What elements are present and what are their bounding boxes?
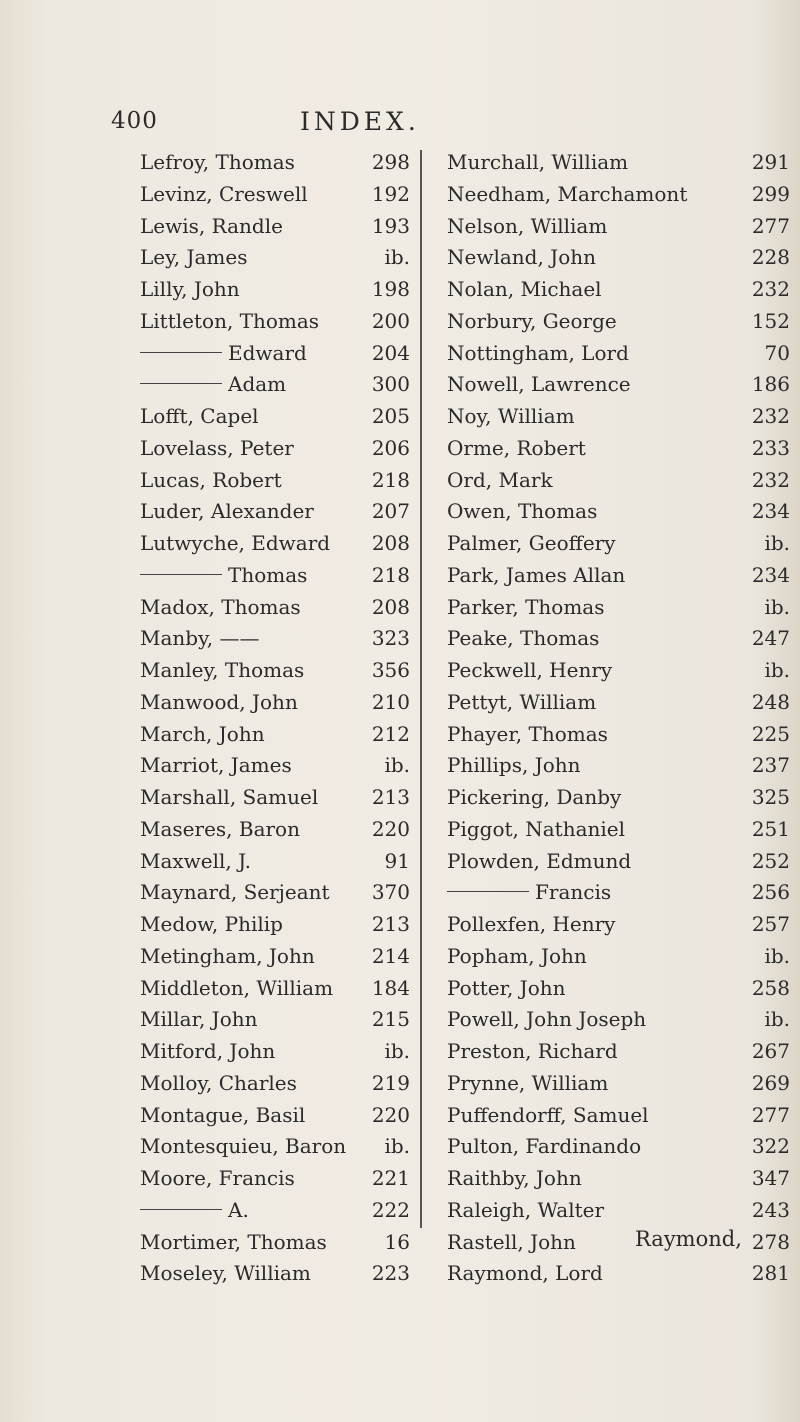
entry-page-ref: 208 [371, 531, 410, 555]
entry-name-text: Needham, Marchamont [447, 181, 688, 206]
entry-name-text: Popham, John [447, 943, 587, 968]
entry-name [447, 1036, 618, 1067]
entry-page-ref: 204 [371, 340, 410, 365]
index-entry [0, 1163, 800, 1195]
entry-name-text: Phayer, Thomas [447, 721, 608, 746]
index-entry [0, 1068, 800, 1100]
entry-name-text: Pickering, Danby [447, 785, 622, 809]
entry-page-ref: 243 [751, 1197, 790, 1222]
entry-page-ref: 213 [371, 785, 410, 809]
entry-page-ref: 277 [751, 1102, 790, 1127]
entry-name-text: Newland, John [447, 245, 596, 270]
entry-name-text: Thomas [228, 562, 308, 587]
entry-name-text: Lilly, John [140, 277, 240, 301]
entry-page-ref: 218 [371, 562, 410, 587]
entry-name [447, 1227, 576, 1258]
entry-page-ref: ib. [764, 594, 790, 619]
page-number: 400 [111, 108, 158, 134]
entry-name [447, 1195, 604, 1226]
entry-name-text: Raithby, John [447, 1166, 582, 1190]
entry-name-text: Lofft, Capel [140, 404, 259, 428]
ditto-rule [447, 891, 529, 892]
entry-page-ref: 221 [371, 1166, 410, 1190]
entry-name-text: Madox, Thomas [140, 594, 301, 619]
entry-page-ref: 281 [751, 1261, 790, 1286]
entry-page-ref: 184 [371, 975, 410, 1000]
entry-page-ref: 222 [371, 1197, 410, 1222]
entry-name-text: Lucas, Robert [140, 467, 282, 492]
entry-page-ref: 228 [751, 245, 790, 270]
entry-name [447, 211, 607, 242]
index-entry [0, 1195, 800, 1227]
entry-page-ref: 234 [751, 499, 790, 524]
entry-name [447, 1163, 582, 1194]
entry-name-text: Ord, Mark [447, 467, 553, 492]
entry-name-text: Ley, James [140, 245, 248, 270]
index-entry [0, 1036, 800, 1068]
entry-name-text: Norbury, George [447, 308, 617, 333]
index-entry [0, 782, 800, 814]
index-entry [0, 369, 800, 401]
entry-name [447, 338, 629, 369]
index-entry [0, 814, 800, 846]
index-entry [0, 496, 800, 528]
index-entry [0, 338, 800, 370]
entry-page-ref: 347 [751, 1166, 790, 1190]
entry-page-ref: 70 [764, 340, 790, 365]
entry-name [447, 846, 631, 877]
entry-name-text: Lovelass, Peter [140, 435, 294, 460]
entry-name-text: Pollexfen, Henry [447, 912, 616, 936]
entry-name-text: March, John [140, 721, 265, 746]
entry-name-text: Nottingham, Lord [447, 340, 629, 365]
index-entry [0, 560, 800, 592]
entry-name [447, 179, 687, 210]
entry-name-text: Puffendorff, Samuel [447, 1102, 649, 1127]
entry-name-text: Mitford, John [140, 1039, 276, 1063]
entry-name-text: Murchall, William [447, 150, 629, 174]
entry-page-ref: 277 [751, 213, 790, 238]
entry-name [447, 528, 616, 559]
entry-name-text: Levinz, Creswell [140, 181, 308, 206]
index-entry [0, 846, 800, 878]
index-entry [0, 242, 800, 274]
entry-page-ref: 325 [751, 785, 790, 809]
index-entry [0, 211, 800, 243]
entry-name-text: Manby, —— [140, 626, 260, 651]
entry-page-ref: 252 [751, 848, 790, 873]
entry-page-ref: ib. [764, 531, 790, 555]
entry-page-ref: 356 [371, 658, 410, 682]
entry-name-text: Noy, William [447, 404, 575, 428]
entry-page-ref: 225 [751, 721, 790, 746]
index-entry [0, 401, 800, 433]
index-entry [0, 877, 800, 909]
entry-name-text: Powell, John Joseph [447, 1007, 647, 1032]
entry-name-text: Plowden, Edmund [447, 848, 632, 873]
entry-page-ref: 198 [371, 277, 410, 301]
entry-name-text: Orme, Robert [447, 435, 586, 460]
index-entry [0, 465, 800, 497]
entry-page-ref: 323 [371, 626, 410, 651]
entry-page-ref: 267 [751, 1039, 790, 1063]
entry-name [447, 274, 602, 305]
index-entry [0, 623, 800, 655]
entry-name-text: Nolan, Michael [447, 277, 602, 301]
entry-page-ref: ib. [764, 943, 790, 968]
entry-page-ref: 220 [371, 1102, 410, 1127]
entry-name [447, 496, 597, 527]
entry-page-ref: 193 [371, 213, 410, 238]
entry-page-ref: ib. [384, 753, 410, 778]
index-entry [0, 147, 800, 179]
entry-name [447, 750, 581, 781]
entry-page-ref: 256 [751, 880, 790, 905]
entry-name-text: Potter, John [447, 975, 566, 1000]
entry-name-text: Middleton, William [140, 975, 334, 1000]
entry-name-text: Medow, Philip [140, 912, 283, 936]
index-entry [0, 528, 800, 560]
entry-name-text: Marriot, James [140, 753, 292, 778]
entry-name [447, 623, 599, 654]
entry-page-ref: 210 [371, 689, 410, 714]
entry-name-text: Lefroy, Thomas [140, 150, 295, 174]
entry-name [447, 782, 621, 813]
entry-page-ref: 206 [371, 435, 410, 460]
entry-name-text: Phillips, John [447, 753, 581, 778]
entry-page-ref: 186 [751, 372, 790, 397]
entry-name [447, 814, 625, 845]
entry-name-text: Nelson, William [447, 213, 608, 238]
entry-name-text: Edward [228, 340, 307, 365]
entry-page-ref: 298 [371, 150, 410, 174]
entry-name-text: Manwood, John [140, 689, 298, 714]
entry-page-ref: 234 [751, 562, 790, 587]
entry-page-ref: 220 [371, 816, 410, 841]
entry-page-ref: 208 [371, 594, 410, 619]
entry-page-ref: 278 [751, 1229, 790, 1254]
entry-name [447, 909, 615, 940]
entry-page-ref: ib. [384, 1134, 410, 1159]
entry-name-text: Piggot, Nathaniel [447, 816, 626, 841]
entry-name-text: Rastell, John [447, 1229, 576, 1254]
entry-page-ref: 218 [371, 467, 410, 492]
entry-name-text: Maseres, Baron [140, 816, 300, 841]
catchword: Raymond, [635, 1227, 742, 1251]
entry-name [447, 592, 605, 623]
entry-name [447, 242, 596, 273]
index-entry [0, 719, 800, 751]
entry-page-ref: 219 [371, 1070, 410, 1095]
entry-page-ref: 233 [751, 435, 790, 460]
entry-page-ref: 213 [371, 912, 410, 936]
index-entry [0, 592, 800, 624]
entry-name-text: Maxwell, J. [140, 848, 251, 873]
entry-page-ref: 232 [751, 467, 790, 492]
entry-name [447, 687, 596, 718]
entry-page-ref: 258 [751, 975, 790, 1000]
index-entry [0, 179, 800, 211]
entry-name-text: Moore, Francis [140, 1166, 295, 1190]
entry-page-ref: 207 [371, 499, 410, 524]
entry-name [447, 1131, 641, 1162]
entry-name [447, 465, 553, 496]
entry-page-ref: ib. [764, 658, 790, 682]
entry-name-text: Pettyt, William [447, 689, 597, 714]
entry-page-ref: 212 [371, 721, 410, 746]
entry-name [447, 719, 608, 750]
index-entry [0, 1258, 800, 1290]
index-entry [0, 1131, 800, 1163]
entry-page-ref: 370 [371, 880, 410, 905]
entry-name-text: Luder, Alexander [140, 499, 314, 524]
entry-name-text: Millar, John [140, 1007, 258, 1032]
index-entry [0, 973, 800, 1005]
entry-name-text: Maynard, Serjeant [140, 880, 330, 905]
entry-name-text: Francis [535, 880, 612, 905]
entry-name [447, 655, 612, 686]
entry-name-text: Littleton, Thomas [140, 308, 320, 333]
entry-name-text: Lewis, Randle [140, 213, 283, 238]
entry-page-ref: 257 [751, 912, 790, 936]
running-head: INDEX. [300, 107, 420, 136]
index-entry [0, 1100, 800, 1132]
entry-page-ref: 16 [384, 1229, 410, 1254]
entry-name-text: Lutwyche, Edward [140, 531, 331, 555]
entry-name-text: Montague, Basil [140, 1102, 306, 1127]
entry-page-ref: 214 [371, 943, 410, 968]
entry-name [447, 401, 575, 432]
entry-page-ref: 300 [371, 372, 410, 397]
entry-name [447, 973, 566, 1004]
entry-page-ref: 322 [751, 1134, 790, 1159]
index-entry [0, 1004, 800, 1036]
entry-name-text: Adam [228, 372, 287, 397]
entry-name-text: Peckwell, Henry [447, 658, 613, 682]
index-entry [0, 655, 800, 687]
page-header [0, 108, 800, 148]
entry-page-ref: 192 [371, 181, 410, 206]
entry-name-text: Owen, Thomas [447, 499, 598, 524]
entry-name-text: Mortimer, Thomas [140, 1229, 327, 1254]
entry-page-ref: 200 [371, 308, 410, 333]
entry-name-text: Molloy, Charles [140, 1070, 297, 1095]
entry-page-ref: 215 [371, 1007, 410, 1032]
entry-page-ref: 91 [384, 848, 410, 873]
entry-name [447, 147, 628, 178]
entry-page-ref: 152 [751, 308, 790, 333]
entry-page-ref: 232 [751, 277, 790, 301]
entry-name-text: Metingham, John [140, 943, 315, 968]
index-column-right [0, 147, 800, 1290]
entry-name-text: Park, James Allan [447, 562, 626, 587]
index-entry [0, 750, 800, 782]
entry-page-ref: 291 [751, 150, 790, 174]
entry-name-text: Marshall, Samuel [140, 785, 319, 809]
entry-name [447, 1068, 608, 1099]
entry-page-ref: ib. [384, 245, 410, 270]
index-entry [0, 274, 800, 306]
entry-name-text: Raymond, Lord [447, 1261, 603, 1286]
entry-name-text: Palmer, Geoffery [447, 531, 616, 555]
entry-page-ref: 269 [751, 1070, 790, 1095]
entry-page-ref: 248 [751, 689, 790, 714]
entry-name [447, 560, 625, 591]
entry-page-ref: 223 [371, 1261, 410, 1286]
entry-page-ref: 205 [371, 404, 410, 428]
index-entry [0, 687, 800, 719]
entry-name-text: A. [228, 1197, 249, 1222]
entry-name [447, 941, 587, 972]
entry-page-ref: 232 [751, 404, 790, 428]
index-entry [0, 306, 800, 338]
entry-page-ref: ib. [384, 1039, 410, 1063]
entry-name-text: Pulton, Fardinando [447, 1134, 642, 1159]
index-entry [0, 433, 800, 465]
entry-name-text: Prynne, William [447, 1070, 609, 1095]
entry-name-text: Peake, Thomas [447, 626, 600, 651]
entry-page-ref: 237 [751, 753, 790, 778]
entry-name-text: Nowell, Lawrence [447, 372, 631, 397]
entry-page-ref: 299 [751, 181, 790, 206]
entry-page-ref: 251 [751, 816, 790, 841]
entry-name-text: Parker, Thomas [447, 594, 605, 619]
entry-name-text: Moseley, William [140, 1261, 311, 1286]
entry-name [447, 1258, 603, 1289]
index-entry [0, 909, 800, 941]
index-entry [0, 941, 800, 973]
entry-name [447, 877, 611, 908]
entry-name [447, 1100, 649, 1131]
entry-name-text: Montesquieu, Baron [140, 1134, 347, 1159]
entry-page-ref: ib. [764, 1007, 790, 1032]
entry-name-text: Preston, Richard [447, 1039, 618, 1063]
entry-name [447, 369, 631, 400]
entry-page-ref: 247 [751, 626, 790, 651]
entry-name-text: Manley, Thomas [140, 658, 305, 682]
entry-name [447, 306, 617, 337]
entry-name-text: Raleigh, Walter [447, 1197, 605, 1222]
entry-name [447, 1004, 646, 1035]
entry-name [447, 433, 586, 464]
